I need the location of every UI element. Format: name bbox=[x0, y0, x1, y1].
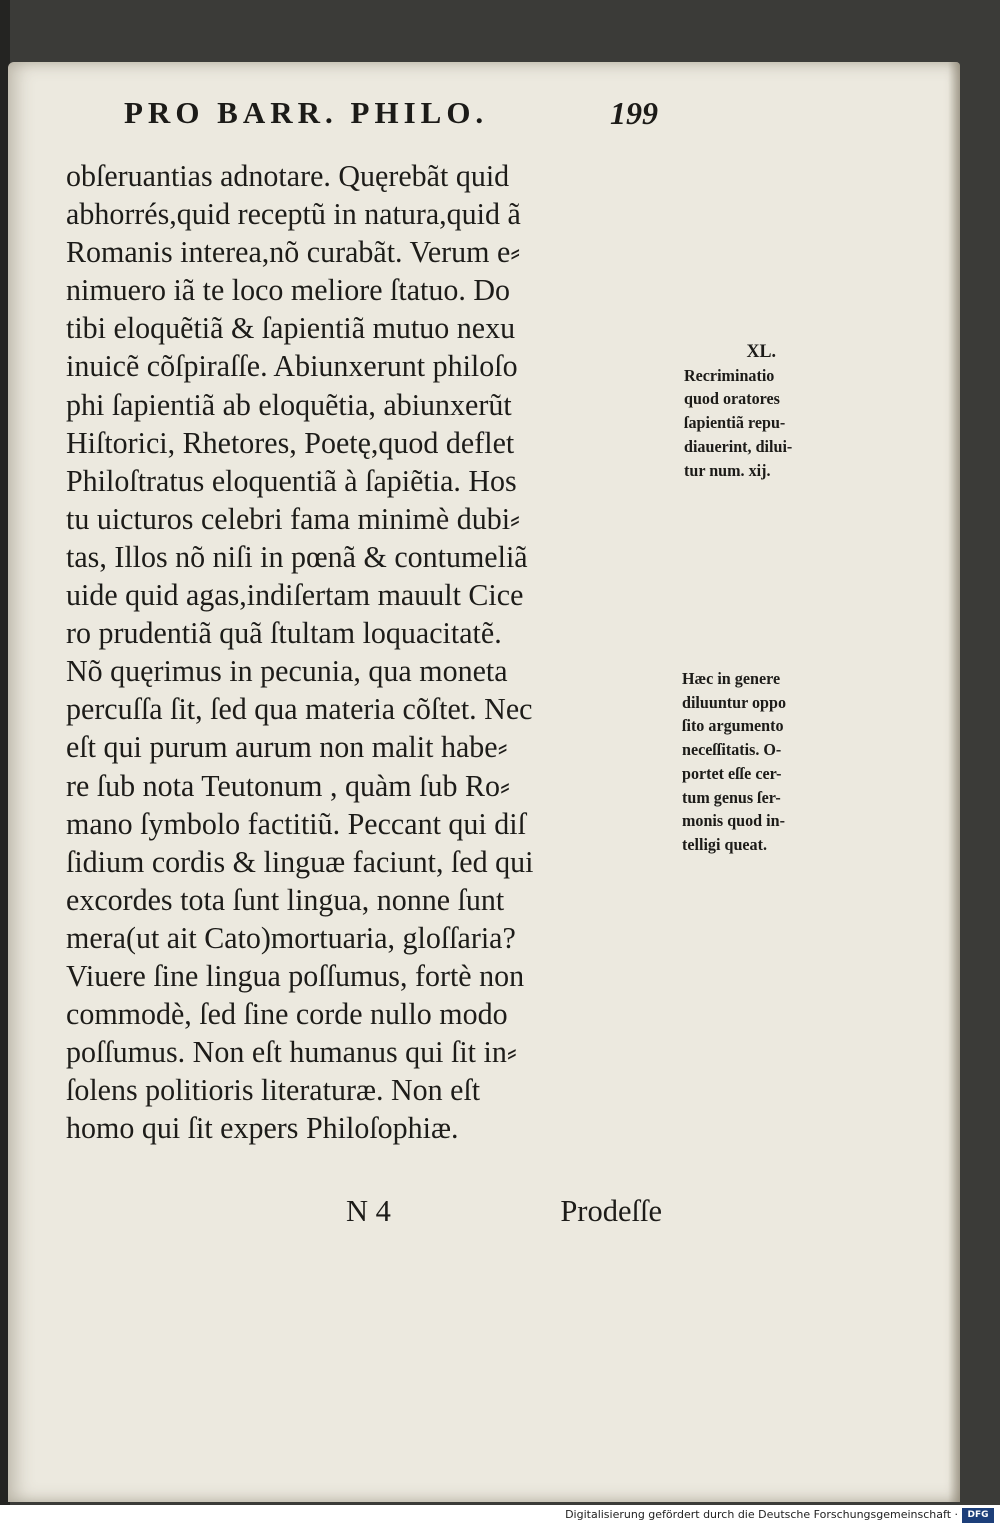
marginal-line: portet eſſe cer- bbox=[682, 763, 782, 783]
catchword-line bbox=[66, 1194, 666, 1234]
text-line: eſt qui purum aurum non malit habe⸗ bbox=[66, 730, 508, 765]
footer-bar bbox=[0, 1505, 1000, 1526]
text-line: re ſub nota Teutonum , quàm ſub Ro⸗ bbox=[66, 768, 510, 803]
marginal-number: XL. bbox=[746, 341, 777, 362]
text-line: percuſſa ſit, ſed qua materia cõſtet. Nec bbox=[66, 692, 533, 727]
text-line: ſidium cordis & linguæ faciunt, ſed qui bbox=[66, 844, 534, 879]
text-line: commodè, ſed ſine corde nullo modo bbox=[66, 997, 508, 1032]
marginal-line: monis quod in- bbox=[682, 811, 785, 831]
body-text bbox=[66, 157, 676, 1147]
text-line: poſſumus. Non eſt humanus qui ſit in⸗ bbox=[66, 1035, 517, 1070]
text-line: Philoſtratus eloquentiã à ſapiẽtia. Hos bbox=[66, 463, 517, 498]
text-line: nimuero iã te loco meliore ſtatuo. Do bbox=[66, 273, 511, 308]
text-line: mera(ut ait Cato)mortuaria, gloſſaria? bbox=[66, 920, 516, 955]
marginal-line: neceſſitatis. O- bbox=[682, 740, 782, 760]
marginal-line: Hæc in genere bbox=[682, 669, 781, 688]
text-line: tu uicturos celebri fama minimè dubi⸗ bbox=[66, 501, 521, 536]
signature-mark: N 4 bbox=[346, 1194, 391, 1228]
text-line: homo qui ſit expers Philoſophiæ. bbox=[66, 1111, 459, 1146]
marginal-line: tum genus ſer- bbox=[682, 787, 781, 807]
marginal-line: Recriminatio bbox=[684, 365, 775, 385]
text-line: ſolens politioris literaturæ. Non eſt bbox=[66, 1073, 481, 1108]
text-line: Romanis interea,nõ curabãt. Verum e⸗ bbox=[66, 235, 521, 270]
marginal-note-1 bbox=[684, 340, 874, 482]
marginal-line: diluuntur oppo bbox=[682, 692, 787, 712]
dfg-logo: DFG bbox=[962, 1508, 994, 1523]
text-line: Nõ quęrimus in pecunia, qua moneta bbox=[66, 654, 508, 689]
marginal-line: tur num. xij. bbox=[684, 460, 771, 480]
text-line: obſeruantias adnotare. Quęrebãt quid bbox=[66, 159, 510, 193]
text-line: Hiſtorici, Rhetores, Poetę,quod deflet bbox=[66, 425, 515, 460]
text-line: ro prudentiã quã ſtultam loquacitatẽ. bbox=[66, 616, 502, 651]
page-number: 199 bbox=[610, 95, 658, 131]
text-line: inuicẽ cõſpiraſſe. Abiunxerunt philoſo bbox=[66, 349, 518, 384]
text-line: excordes tota ſunt lingua, nonne ſunt bbox=[66, 882, 505, 917]
text-line: phi ſapientiã ab eloquẽtia, abiunxerũt bbox=[66, 387, 512, 422]
text-line: mano ſymbolo factitiũ. Peccant qui diſ bbox=[66, 806, 526, 841]
text-line: uide quid agas,indiſertam mauult Cice bbox=[66, 578, 524, 613]
text-line: tas, Illos nõ niſi in pœnã & contumeliã bbox=[66, 539, 528, 574]
text-line: Viuere ſine lingua poſſumus, fortè non bbox=[66, 958, 525, 993]
text-line: tibi eloquẽtiã & ſapientiã mutuo nexu bbox=[66, 311, 516, 346]
marginal-line: telligi queat. bbox=[682, 834, 767, 854]
funding-credit: Digitalisierung gefördert durch die Deutsche Forschungsgemeinschaft · bbox=[565, 1508, 958, 1521]
marginal-line: quod oratores bbox=[684, 389, 780, 409]
marginal-note-2 bbox=[682, 667, 872, 857]
catchword: Prodeſſe bbox=[560, 1194, 662, 1228]
text-line: abhorrés,quid receptũ in natura,quid ã bbox=[66, 197, 521, 232]
marginal-line: ſapientiã repu- bbox=[684, 413, 786, 433]
marginal-line: ſito argumento bbox=[682, 716, 784, 736]
running-head: PRO BARR. PHILO. bbox=[124, 95, 489, 130]
marginal-line: diauerint, dilui- bbox=[684, 436, 793, 456]
